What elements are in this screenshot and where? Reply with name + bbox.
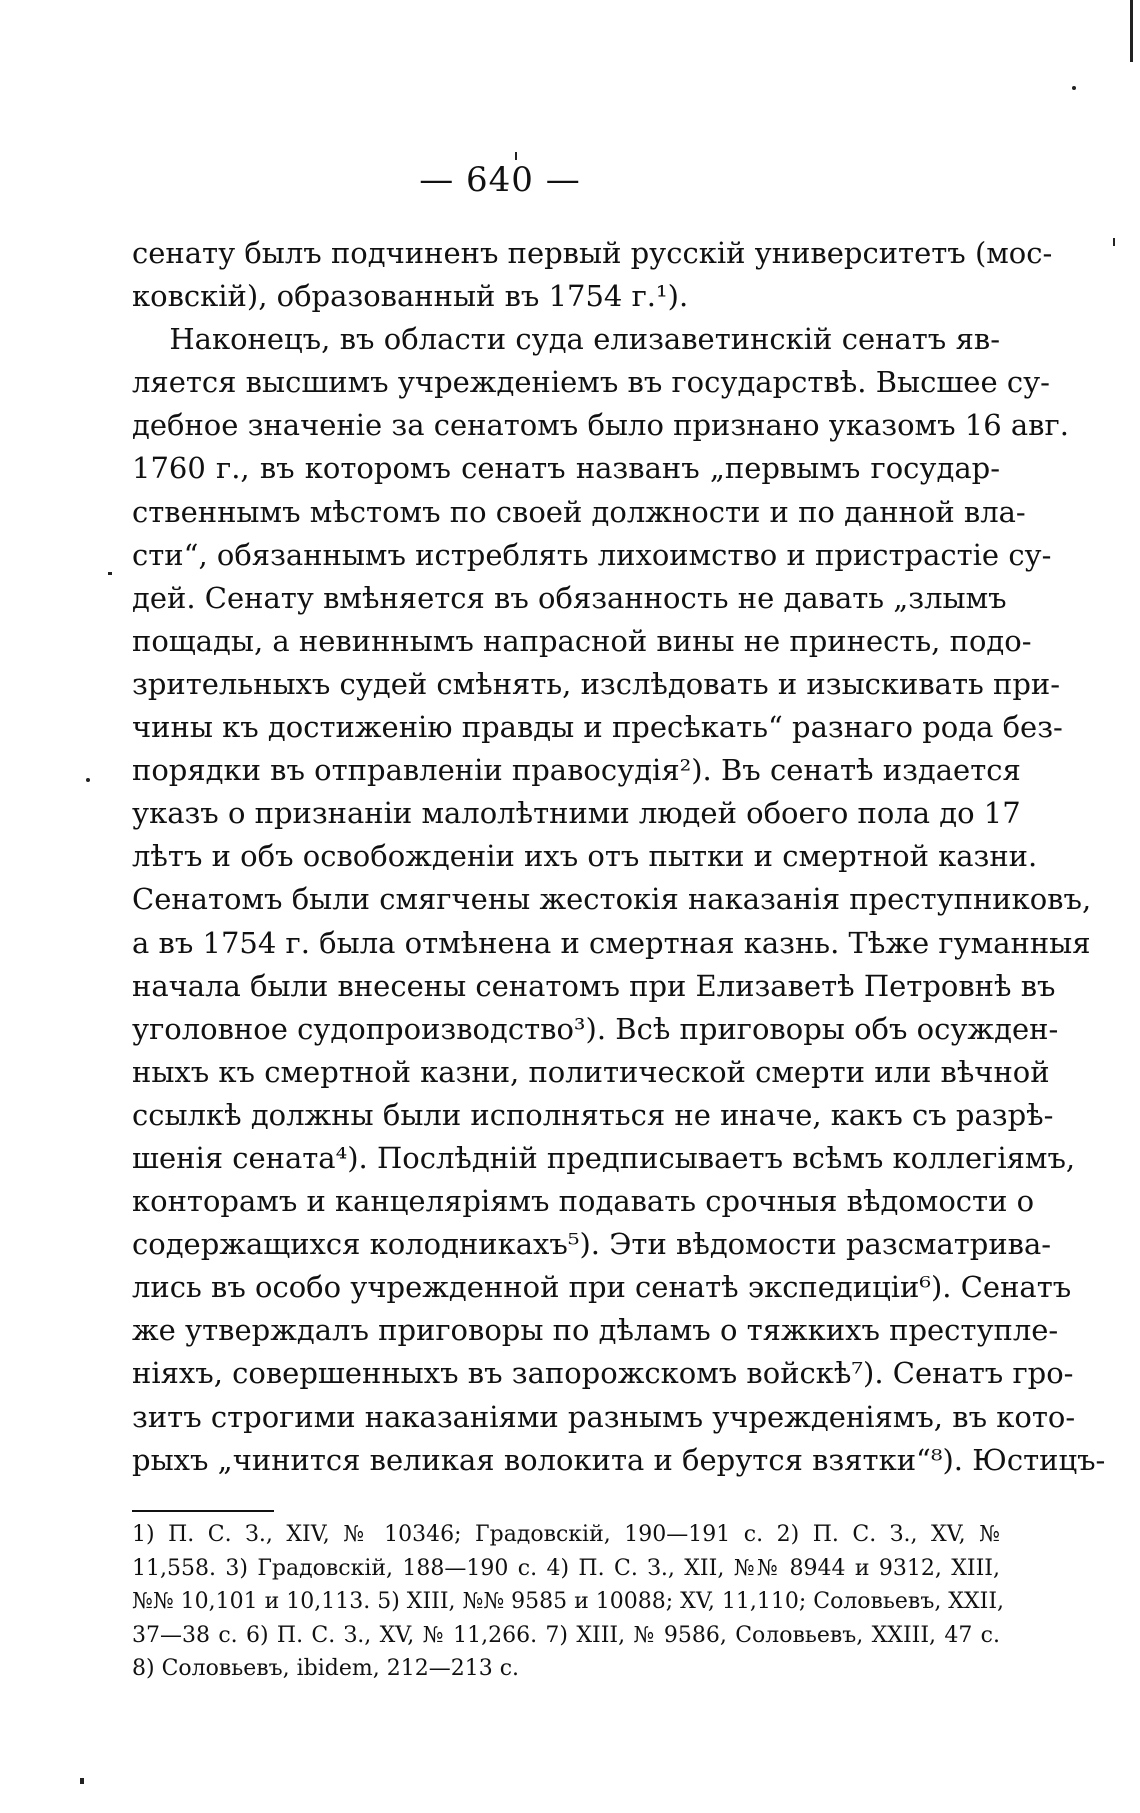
text-line: дебное значеніе за сенатомъ было признано указомъ 16 авг. xyxy=(132,408,1069,443)
scan-speck xyxy=(515,152,517,160)
text-line: Наконецъ, въ области суда елизаветинскій сенатъ яв- xyxy=(132,322,1000,357)
text-line: ковскій), образованный въ 1754 г.¹). xyxy=(132,279,689,314)
scan-speck xyxy=(108,572,112,575)
footnote-line: 11,558. 3) Градовскій, 188—190 с. 4) П. С. З., XII, №№ 8944 и 9312, XIII, xyxy=(132,1555,1000,1581)
footnote-separator xyxy=(132,1510,274,1512)
text-line: чины къ достиженію правды и пресѣкать“ разнаго рода без- xyxy=(132,710,1063,745)
footnote-line: 37—38 с. 6) П. С. З., XV, № 11,266. 7) XIII, № 9586, Соловьевъ, XXIII, 47 с. xyxy=(132,1622,1000,1648)
footnote-line: 8) Соловьевъ, ibidem, 212—213 с. xyxy=(132,1656,520,1682)
text-line: начала были внесены сенатомъ при Елизаветѣ Петровнѣ въ xyxy=(132,968,1056,1003)
text-line: ніяхъ, совершенныхъ въ запорожскомъ войскѣ⁷). Сенатъ гро- xyxy=(132,1356,1074,1391)
text-line: порядки въ отправленіи правосудія²). Въ сенатѣ издается xyxy=(132,753,1021,788)
text-line: 1760 г., въ которомъ сенатъ названъ „первымъ государ- xyxy=(132,451,1000,486)
text-line: дей. Сенату вмѣняется въ обязанность не давать „злымъ xyxy=(132,580,1007,615)
text-line: рыхъ „чинится великая волокита и берутся взятки“⁸). Юстицъ- xyxy=(132,1442,1106,1477)
text-line: указъ о признаніи малолѣтними людей обоего пола до 17 xyxy=(132,796,1021,831)
scan-edge-mark xyxy=(1130,0,1133,62)
text-line: конторамъ и канцеляріямъ подавать срочныя вѣдомости о xyxy=(132,1184,1035,1219)
text-line: Сенатомъ были смягчены жестокія наказанія преступниковъ, xyxy=(132,882,1092,917)
text-line: лѣтъ и объ освобожденіи ихъ отъ пытки и смертной казни. xyxy=(132,839,1038,874)
text-line: ственнымъ мѣстомъ по своей должности и по данной вла- xyxy=(132,494,1026,529)
text-line: уголовное судопроизводство³). Всѣ приговоры объ осужден- xyxy=(132,1011,1059,1046)
page-number: — 640 — xyxy=(419,160,581,200)
text-line: ляется высшимъ учрежденіемъ въ государствѣ. Высшее су- xyxy=(132,365,1050,400)
footnote-line: 1) П. С. З., XIV, № 10346; Градовскій, 190—191 с. 2) П. С. З., XV, № xyxy=(132,1522,1000,1547)
text-line: сти“, обязаннымъ истреблять лихоимство и пристрастіе су- xyxy=(132,537,1052,572)
text-line: ссылкѣ должны были исполняться не иначе, какъ съ разрѣ- xyxy=(132,1097,1054,1132)
text-line: зрительныхъ судей смѣнять, изслѣдовать и изыскивать при- xyxy=(132,666,1061,701)
text-line: ныхъ къ смертной казни, политической смерти или вѣчной xyxy=(132,1054,1050,1089)
footnote-line: №№ 10,101 и 10,113. 5) XIII, №№ 9585 и 10088; XV, 11,110; Соловьевъ, XXII, xyxy=(132,1589,1004,1615)
text-line: шенія сената⁴). Послѣдній предписываетъ всѣмъ коллегіямъ, xyxy=(132,1140,1076,1175)
scan-speck xyxy=(80,1778,84,1784)
scan-speck xyxy=(86,778,90,782)
text-line: а въ 1754 г. была отмѣнена и смертная казнь. Тѣже гуманныя xyxy=(132,925,1091,960)
text-line: пощады, а невиннымъ напрасной вины не принесть, подо- xyxy=(132,623,1032,658)
text-line: зитъ строгими наказаніями разнымъ учрежденіямъ, въ кото- xyxy=(132,1399,1076,1434)
text-line: лись въ особо учрежденной при сенатѣ экспедиціи⁶). Сенатъ xyxy=(132,1270,1072,1305)
footnotes xyxy=(132,1518,1004,1686)
text-line: же утверждалъ приговоры по дѣламъ о тяжкихъ преступле- xyxy=(132,1313,1059,1348)
scan-speck xyxy=(1113,238,1115,246)
text-line: сенату былъ подчиненъ первый русскій университетъ (мос- xyxy=(132,236,1053,270)
text-line: содержащихся колодникахъ⁵). Эти вѣдомости разсматрива- xyxy=(132,1227,1052,1262)
main-text xyxy=(132,232,1106,1482)
scan-speck xyxy=(1072,86,1076,90)
